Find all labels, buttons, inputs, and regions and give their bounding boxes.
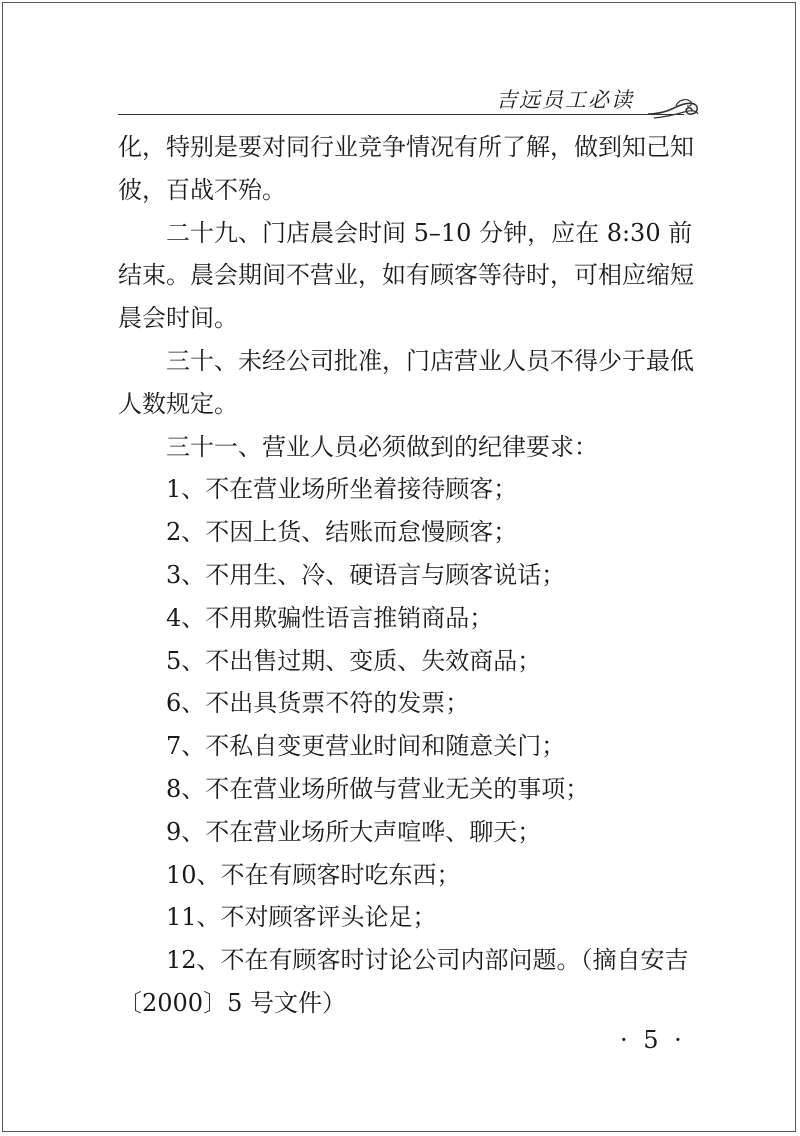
- header-title: 吉远员工必读: [496, 88, 634, 112]
- rule-item-9: 9、不在营业场所大声喧哗、聊天；: [166, 817, 542, 846]
- rule-item-10: 10、不在有顾客时吃东西；: [166, 860, 461, 889]
- cloud-scroll-icon: [644, 90, 700, 120]
- paragraph-30: 三十、未经公司批准，门店营业人员不得少于最低人数规定。: [118, 346, 694, 418]
- body-text: [118, 126, 698, 1025]
- page-number: · 5 ·: [620, 1026, 686, 1054]
- rule-item-5: 5、不出售过期、变质、失效商品；: [166, 646, 542, 675]
- rule-item-12: 12、不在有顾客时讨论公司内部问题。（摘自安吉〔2000〕5 号文件）: [118, 946, 689, 1017]
- rule-item-2: 2、不因上货、结账而怠慢顾客；: [166, 518, 518, 547]
- paragraph-29: 二十九、门店晨会时间 5–10 分钟，应在 8:30 前结束。晨会期间不营业，如有顾客等待时，可相应缩短晨会时间。: [118, 218, 694, 333]
- rule-item-1: 1、不在营业场所坐着接待顾客；: [166, 475, 518, 504]
- rule-item-6: 6、不出具货票不符的发票；: [166, 689, 470, 718]
- rule-item-7: 7、不私自变更营业时间和随意关门；: [166, 732, 566, 761]
- header-rule: [118, 114, 684, 115]
- rule-item-4: 4、不用欺骗性语言推销商品；: [166, 603, 494, 632]
- rule-item-3: 3、不用生、冷、硬语言与顾客说话；: [166, 560, 566, 589]
- rule-item-11: 11、不对顾客评头论足；: [166, 903, 437, 932]
- paragraph-31: 三十一、营业人员必须做到的纪律要求：: [166, 432, 598, 461]
- running-header: [118, 84, 700, 116]
- paragraph-continuation: 化，特别是要对同行业竞争情况有所了解，做到知己知彼，百战不殆。: [118, 133, 694, 204]
- rule-item-8: 8、不在营业场所做与营业无关的事项；: [166, 774, 590, 803]
